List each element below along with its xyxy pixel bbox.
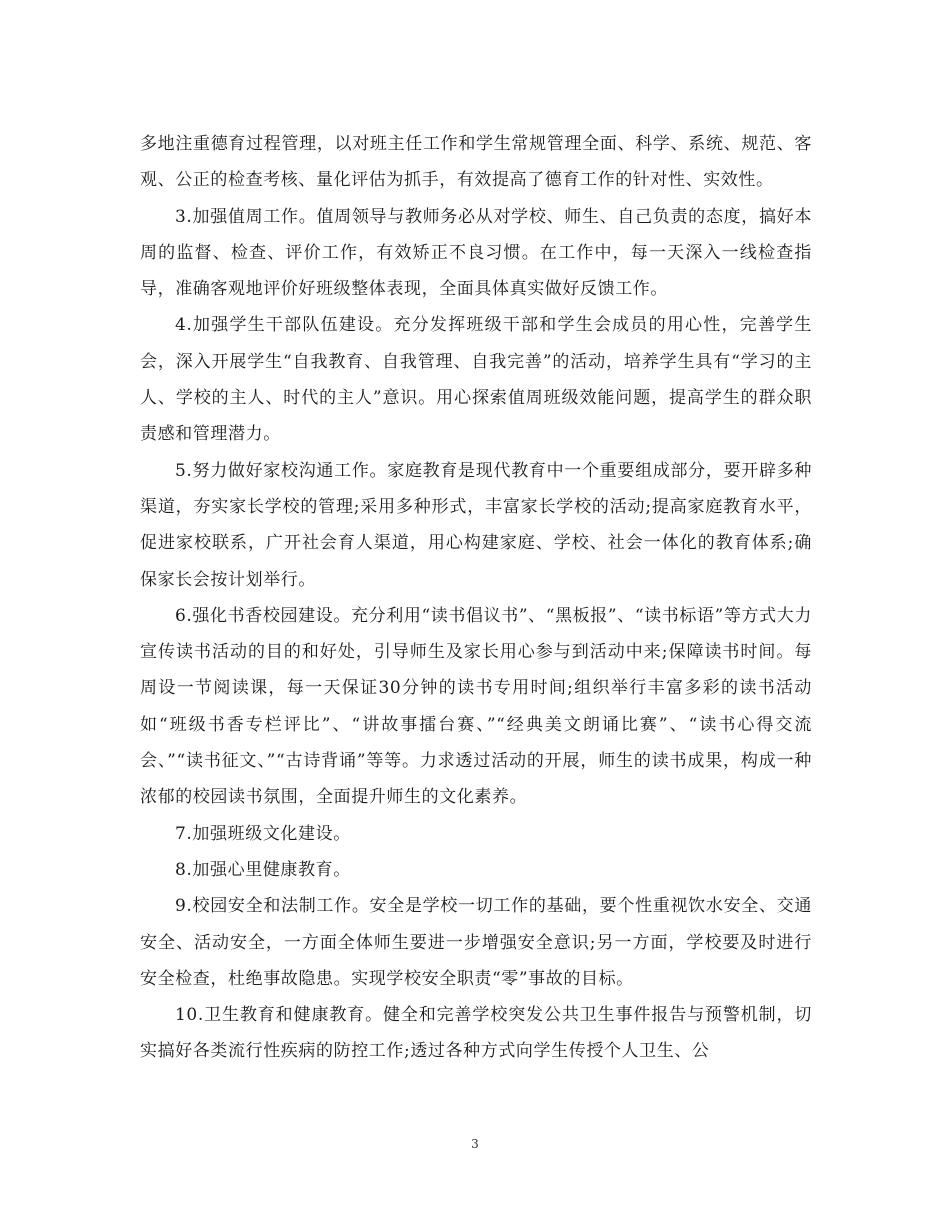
body-text (140, 126, 812, 1070)
page-number: 3 (471, 1137, 479, 1151)
paragraph-1: 3.加强值周工作。值周领导与教师务必从对学校、师生、自己负责的态度，搞好本周的监督、检查、评价工作，有效矫正不良习惯。在工作中，每一天深入一线检查指导，准确客观地评价好班级整体表现，全面具体真实做好反馈工作。 (140, 206, 812, 300)
paragraph-8: 10.卫生教育和健康教育。健全和完善学校突发公共卫生事件报告与预警机制，切实搞好各类流行性疾病的防控工作;透过各种方式向学生传授个人卫生、公 (140, 1005, 812, 1062)
paragraph-7: 9.校园安全和法制工作。安全是学校一切工作的基础，要个性重视饮水安全、交通安全、活动安全，一方面全体师生要进一步增强安全意识;另一方面，学校要及时进行安全检查，杜绝事故隐患。实现学校安全职责“零”事故的目标。 (140, 896, 812, 989)
paragraph-0: 多地注重德育过程管理，以对班主任工作和学生常规管理全面、科学、系统、规范、客观、公正的检查考核、量化评估为抓手，有效提高了德育工作的针对性、实效性。 (140, 134, 812, 191)
paragraph-6: 8.加强心里健康教育。 (175, 859, 351, 880)
paragraph-4: 6.强化书香校园建设。充分利用“读书倡议书”、“黑板报”、“读书标语”等方式大力宣传读书活动的目的和好处，引导师生及家长用心参与到活动中来;保障读书时间。每周设一节阅读课，每一天保证30分钟的读书专用时间;组织举行丰富多彩的读书活动如“班级书香专栏评比”、“讲故事擂台赛、”“经典美文朗诵比赛”、“读书心得交流会、”“读书征文、”“古诗背诵”等等。力求透过活动的开展，师生的读书成果，构成一种浓郁的校园读书氛围，全面提升师生的文化素养。 (140, 605, 812, 808)
paragraph-2: 4.加强学生干部队伍建设。充分发挥班级干部和学生会成员的用心性，完善学生会，深入开展学生“自我教育、自我管理、自我完善”的活动，培养学生具有“学习的主人、学校的主人、时代的主人”意识。用心探索值周班级效能问题，提高学生的群众职责感和管理潜力。 (140, 315, 812, 445)
paragraph-3: 5.努力做好家校沟通工作。家庭教育是现代教育中一个重要组成部分，要开辟多种渠道，夯实家长学校的管理;采用多种形式，丰富家长学校的活动;提高家庭教育水平，促进家校联系，广开社会育人渠道，用心构建家庭、学校、社会一体化的教育体系;确保家长会按计划举行。 (140, 460, 812, 590)
paragraph-5: 7.加强班级文化建设。 (175, 823, 351, 844)
